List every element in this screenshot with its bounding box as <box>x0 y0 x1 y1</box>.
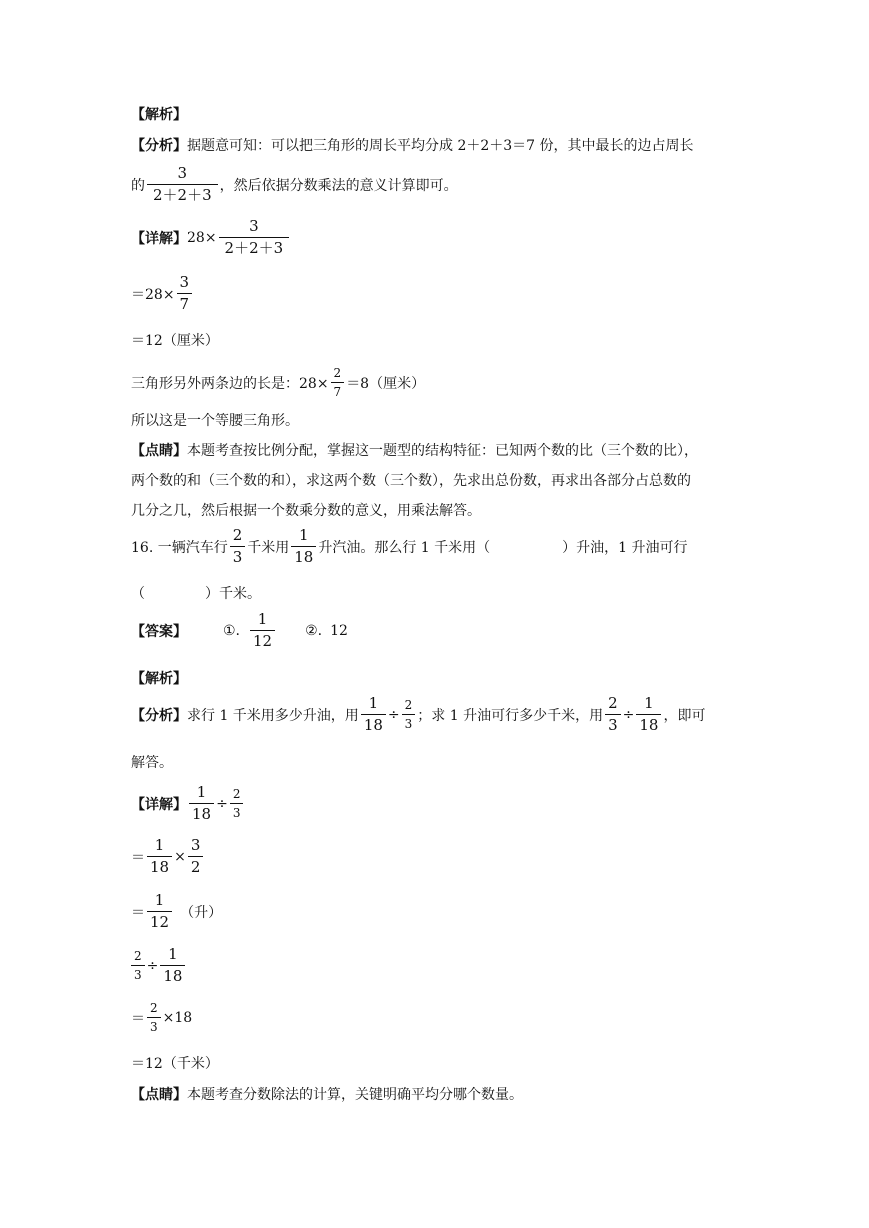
fraction-denominator: 7 <box>331 382 345 398</box>
q16-fenxi-c: ，即可 <box>663 707 706 724</box>
q16-final: ＝12（千米） <box>131 1056 219 1072</box>
fraction-2-3 <box>147 1002 161 1033</box>
jiexi-heading: 【解析】 <box>131 107 187 123</box>
fraction-numerator: 2 <box>232 526 243 544</box>
fraction-numerator: 1 <box>168 945 178 963</box>
fraction-numerator: 2 <box>333 366 342 380</box>
equals-sign: ＝ <box>131 1010 145 1027</box>
q16-step-2 <box>131 838 205 875</box>
divide-sign: ÷ <box>387 706 400 723</box>
fraction-1-12 <box>147 893 172 930</box>
answer-2-value: 12 <box>330 622 348 639</box>
xiangjie-label: 【详解】 <box>131 230 187 247</box>
unit-liter: （升） <box>180 904 223 921</box>
fraction-denominator: 3 <box>402 714 416 730</box>
fraction-denominator: 2＋2＋3 <box>219 237 290 256</box>
fraction-numerator: 1 <box>299 526 309 544</box>
fraction-1-18 <box>189 785 214 822</box>
fraction-numerator: 2 <box>150 1001 158 1015</box>
fraction-numerator: 1 <box>644 694 654 712</box>
answer-2-marker: ②. <box>305 622 323 639</box>
fraction-2-3 <box>402 699 416 730</box>
q16-mid3: ）升油，1 升油可行 <box>562 539 688 556</box>
q16-dianjing-line <box>131 1084 523 1104</box>
fenxi-tail: ，然后依据分数乘法的意义计算即可。 <box>219 177 458 194</box>
fraction-denominator: 12 <box>250 630 275 649</box>
fraction-denominator: 18 <box>636 714 661 733</box>
fraction-denominator: 3 <box>147 1017 161 1033</box>
fraction-3-7 <box>177 275 193 312</box>
xiangjie-line <box>131 219 291 256</box>
fraction-numerator: 1 <box>154 891 165 909</box>
fraction-2-3 <box>230 788 244 819</box>
q16-jiexi-heading: 【解析】 <box>131 671 187 687</box>
q16-xiangjie-line <box>131 785 245 822</box>
answer-1-marker: ①. <box>223 622 241 639</box>
fraction-numerator: 2 <box>232 787 241 801</box>
other-sides-line <box>131 367 425 398</box>
fraction-numerator: 3 <box>177 164 188 182</box>
fraction-1-18 <box>361 696 386 733</box>
dianjing-line-1 <box>131 440 698 460</box>
answer-line <box>131 612 348 649</box>
q16-fenxi-b: ；求 1 升油可行多少千米，用 <box>417 707 604 724</box>
divide-sign: ÷ <box>146 957 159 974</box>
fraction-1-18 <box>636 696 661 733</box>
q16-xiangjie-label: 【详解】 <box>131 796 187 813</box>
fraction-2-3 <box>131 950 145 981</box>
fraction-numerator: 1 <box>368 694 379 712</box>
fraction-denominator: 3 <box>230 546 246 565</box>
fraction-denominator: 18 <box>361 714 386 733</box>
conclusion: 所以这是一个等腰三角形。 <box>131 413 299 429</box>
question-16-line-2 <box>131 583 261 603</box>
fraction-2-7 <box>331 367 345 398</box>
fenxi-continuation <box>131 166 458 203</box>
fraction-1-18 <box>291 528 316 565</box>
fraction-3-over-sum <box>147 166 218 203</box>
q16-fenxi-label: 【分析】 <box>131 707 187 724</box>
fraction-numerator: 3 <box>190 836 201 854</box>
question-16-line-1 <box>131 528 688 565</box>
fraction-1-18 <box>160 947 185 984</box>
fraction-denominator: 7 <box>177 293 193 312</box>
equals-sign: ＝ <box>131 849 145 866</box>
q16-prefix: 16. 一辆汽车行 <box>131 539 228 556</box>
fraction-numerator: 2 <box>608 694 618 712</box>
fraction-denominator: 2 <box>188 856 204 875</box>
fraction-2-3 <box>605 696 621 733</box>
fraction-denominator: 2＋2＋3 <box>147 184 218 203</box>
step-3: ＝12（厘米） <box>131 333 219 349</box>
q16-open-paren: （ <box>131 586 145 602</box>
q16-close: ）千米。 <box>205 586 261 602</box>
fraction-3-2 <box>188 838 204 875</box>
step-2-prefix: ＝28× <box>131 286 175 303</box>
q16-second-step-2 <box>131 1002 192 1033</box>
fraction-3-over-sum-2 <box>219 219 290 256</box>
fraction-denominator: 18 <box>147 856 172 875</box>
q16-fenxi-d: 解答。 <box>131 755 173 771</box>
answer-label: 【答案】 <box>131 623 187 640</box>
times-18: ×18 <box>162 1009 193 1026</box>
fraction-2-3 <box>230 528 246 565</box>
q16-step-3 <box>131 893 222 930</box>
dianjing-line-2: 两个数的和（三个数的和），求这两个数（三个数），先求出总份数，再求出各部分占总数的 <box>131 473 691 489</box>
fraction-numerator: 2 <box>404 698 413 712</box>
fraction-numerator: 3 <box>179 273 190 291</box>
q16-mid2: 升汽油。那么行 1 千米用（ <box>318 539 491 556</box>
fraction-denominator: 3 <box>131 965 145 981</box>
divide-sign: ÷ <box>622 706 635 723</box>
xiangjie-prefix: 28× <box>187 229 217 246</box>
fraction-1-18 <box>147 838 172 875</box>
fraction-numerator: 3 <box>249 217 259 235</box>
q16-fenxi-line <box>131 696 705 733</box>
fenxi-text: 据题意可知：可以把三角形的周长平均分成 2＋2＋3＝7 份，其中最长的边占周长 <box>187 138 694 154</box>
q16-fenxi-a: 求行 1 千米用多少升油，用 <box>187 707 359 724</box>
fraction-denominator: 3 <box>230 803 244 819</box>
fraction-numerator: 1 <box>196 783 207 801</box>
other-sides-tail: ＝8（厘米） <box>346 375 426 392</box>
fraction-denominator: 18 <box>189 803 214 822</box>
dianjing-label: 【点睛】 <box>131 443 187 459</box>
times-sign: × <box>174 848 186 865</box>
dianjing-text-1: 本题考查按比例分配，掌握这一题型的结构特征：已知两个数的比（三个数的比）， <box>187 443 698 459</box>
fraction-numerator: 2 <box>134 949 142 963</box>
fenxi-paragraph <box>131 135 694 155</box>
fraction-denominator: 3 <box>605 714 621 733</box>
q16-dianjing-label: 【点睛】 <box>131 1087 187 1103</box>
fraction-denominator: 18 <box>160 965 185 984</box>
other-sides-prefix: 三角形另外两条边的长是：28× <box>131 375 329 392</box>
dianjing-line-3: 几分之几，然后根据一个数乘分数的意义，用乘法解答。 <box>131 503 481 519</box>
q16-mid1: 千米用 <box>247 539 290 556</box>
fraction-numerator: 1 <box>257 610 268 628</box>
equals-sign: ＝ <box>131 904 145 921</box>
divide-sign: ÷ <box>216 795 228 812</box>
answer-1-fraction <box>250 612 275 649</box>
step-2 <box>131 275 194 312</box>
fraction-denominator: 12 <box>147 911 172 930</box>
fraction-numerator: 1 <box>154 836 165 854</box>
fraction-denominator: 18 <box>291 546 316 565</box>
fenxi-label: 【分析】 <box>131 138 187 154</box>
q16-second-calc <box>131 947 187 984</box>
q16-dianjing-text: 本题考查分数除法的计算，关键明确平均分哪个数量。 <box>187 1087 523 1103</box>
fenxi-de: 的 <box>131 177 145 194</box>
